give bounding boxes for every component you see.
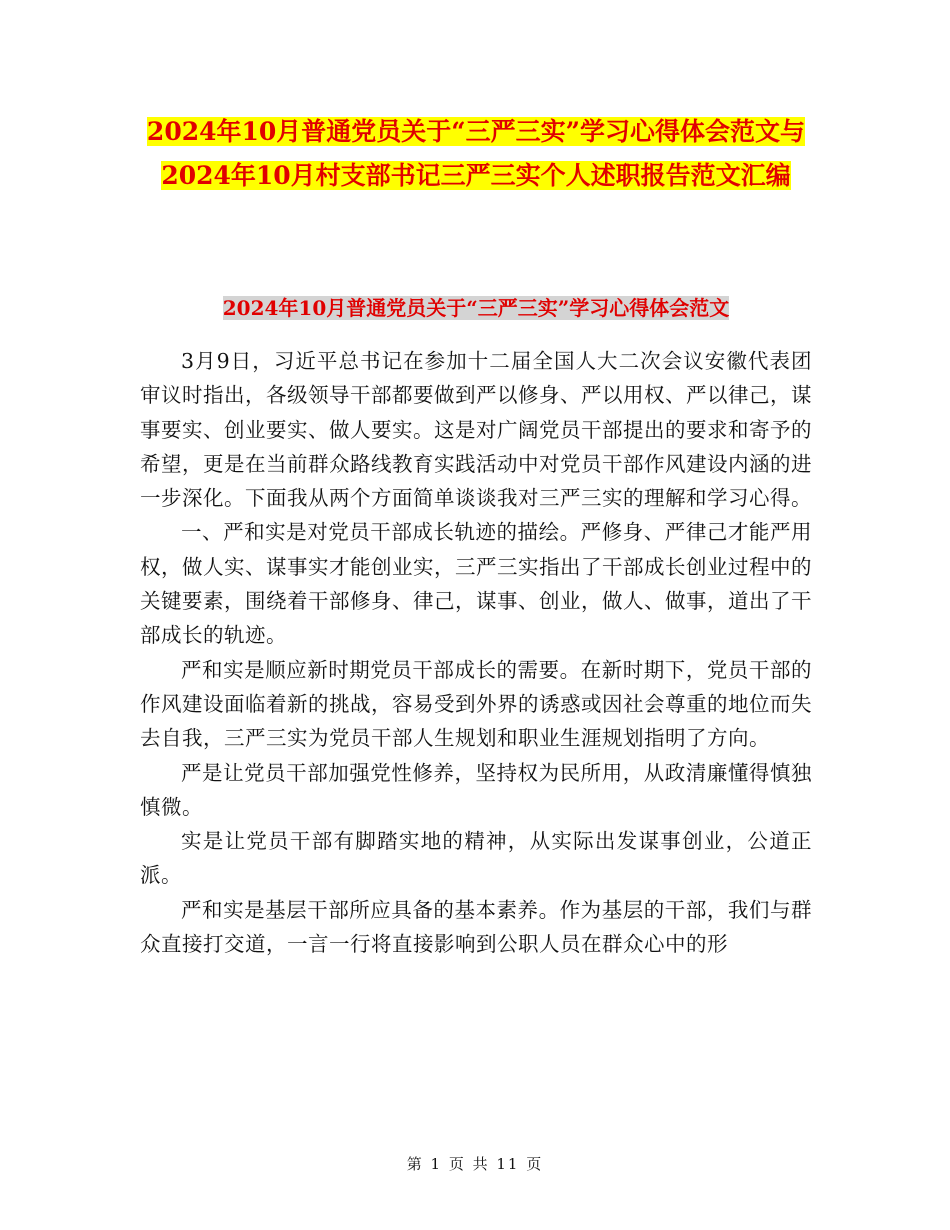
paragraph: 严和实是基层干部所应具备的基本素养。作为基层的干部，我们与群众直接打交道，一言一行将直接影响到公职人员在群众心中的形: [140, 897, 812, 957]
paragraph: 实是让党员干部有脚踏实地的精神，从实际出发谋事创业，公道正派。: [140, 829, 812, 888]
page-footer: [0, 1153, 950, 1175]
section-title: [140, 290, 812, 326]
paragraph: 严和实是顺应新时期党员干部成长的需要。在新时期下，党员干部的作风建设面临着新的挑战，容易受到外界的诱惑或因社会尊重的地位而失去自我，三严三实为党员干部人生规划和职业生涯规划指明了方向。: [140, 657, 812, 751]
page-number-label: 第 1 页 共 11 页: [406, 1155, 544, 1173]
paragraph: 3月9日，习近平总书记在参加十二届全国人大二次会议安徽代表团审议时指出，各级领导干部都要做到严以修身、严以用权、严以律己，谋事要实、创业要实、做人要实。这是对广阔党员干部提出的要求和寄予的希望，更是在当前群众路线教育实践活动中对党员干部作风建设内涵的进一步深化。下面我从两个方面简单谈谈我对三严三实的理解和学习心得。: [140, 349, 812, 511]
section-title-text: 2024年10月普通党员关于“三严三实”学习心得体会范文: [222, 296, 730, 320]
paragraph: 严是让党员干部加强党性修养，坚持权为民所用，从政清廉懂得慎独慎微。: [140, 760, 812, 819]
main-title-text: 2024年10月普通党员关于“三严三实”学习心得体会范文与2024年10月村支部书记三严三实个人述职报告范文汇编: [146, 117, 806, 190]
main-title: [140, 110, 812, 198]
paragraph: 一、严和实是对党员干部成长轨迹的描绘。严修身、严律己才能严用权，做人实、谋事实才能创业实，三严三实指出了干部成长创业过程中的关键要素，围绕着干部修身、律己，谋事、创业，做人、做事，道出了干部成长的轨迹。: [140, 520, 812, 648]
document-body: [140, 344, 812, 961]
